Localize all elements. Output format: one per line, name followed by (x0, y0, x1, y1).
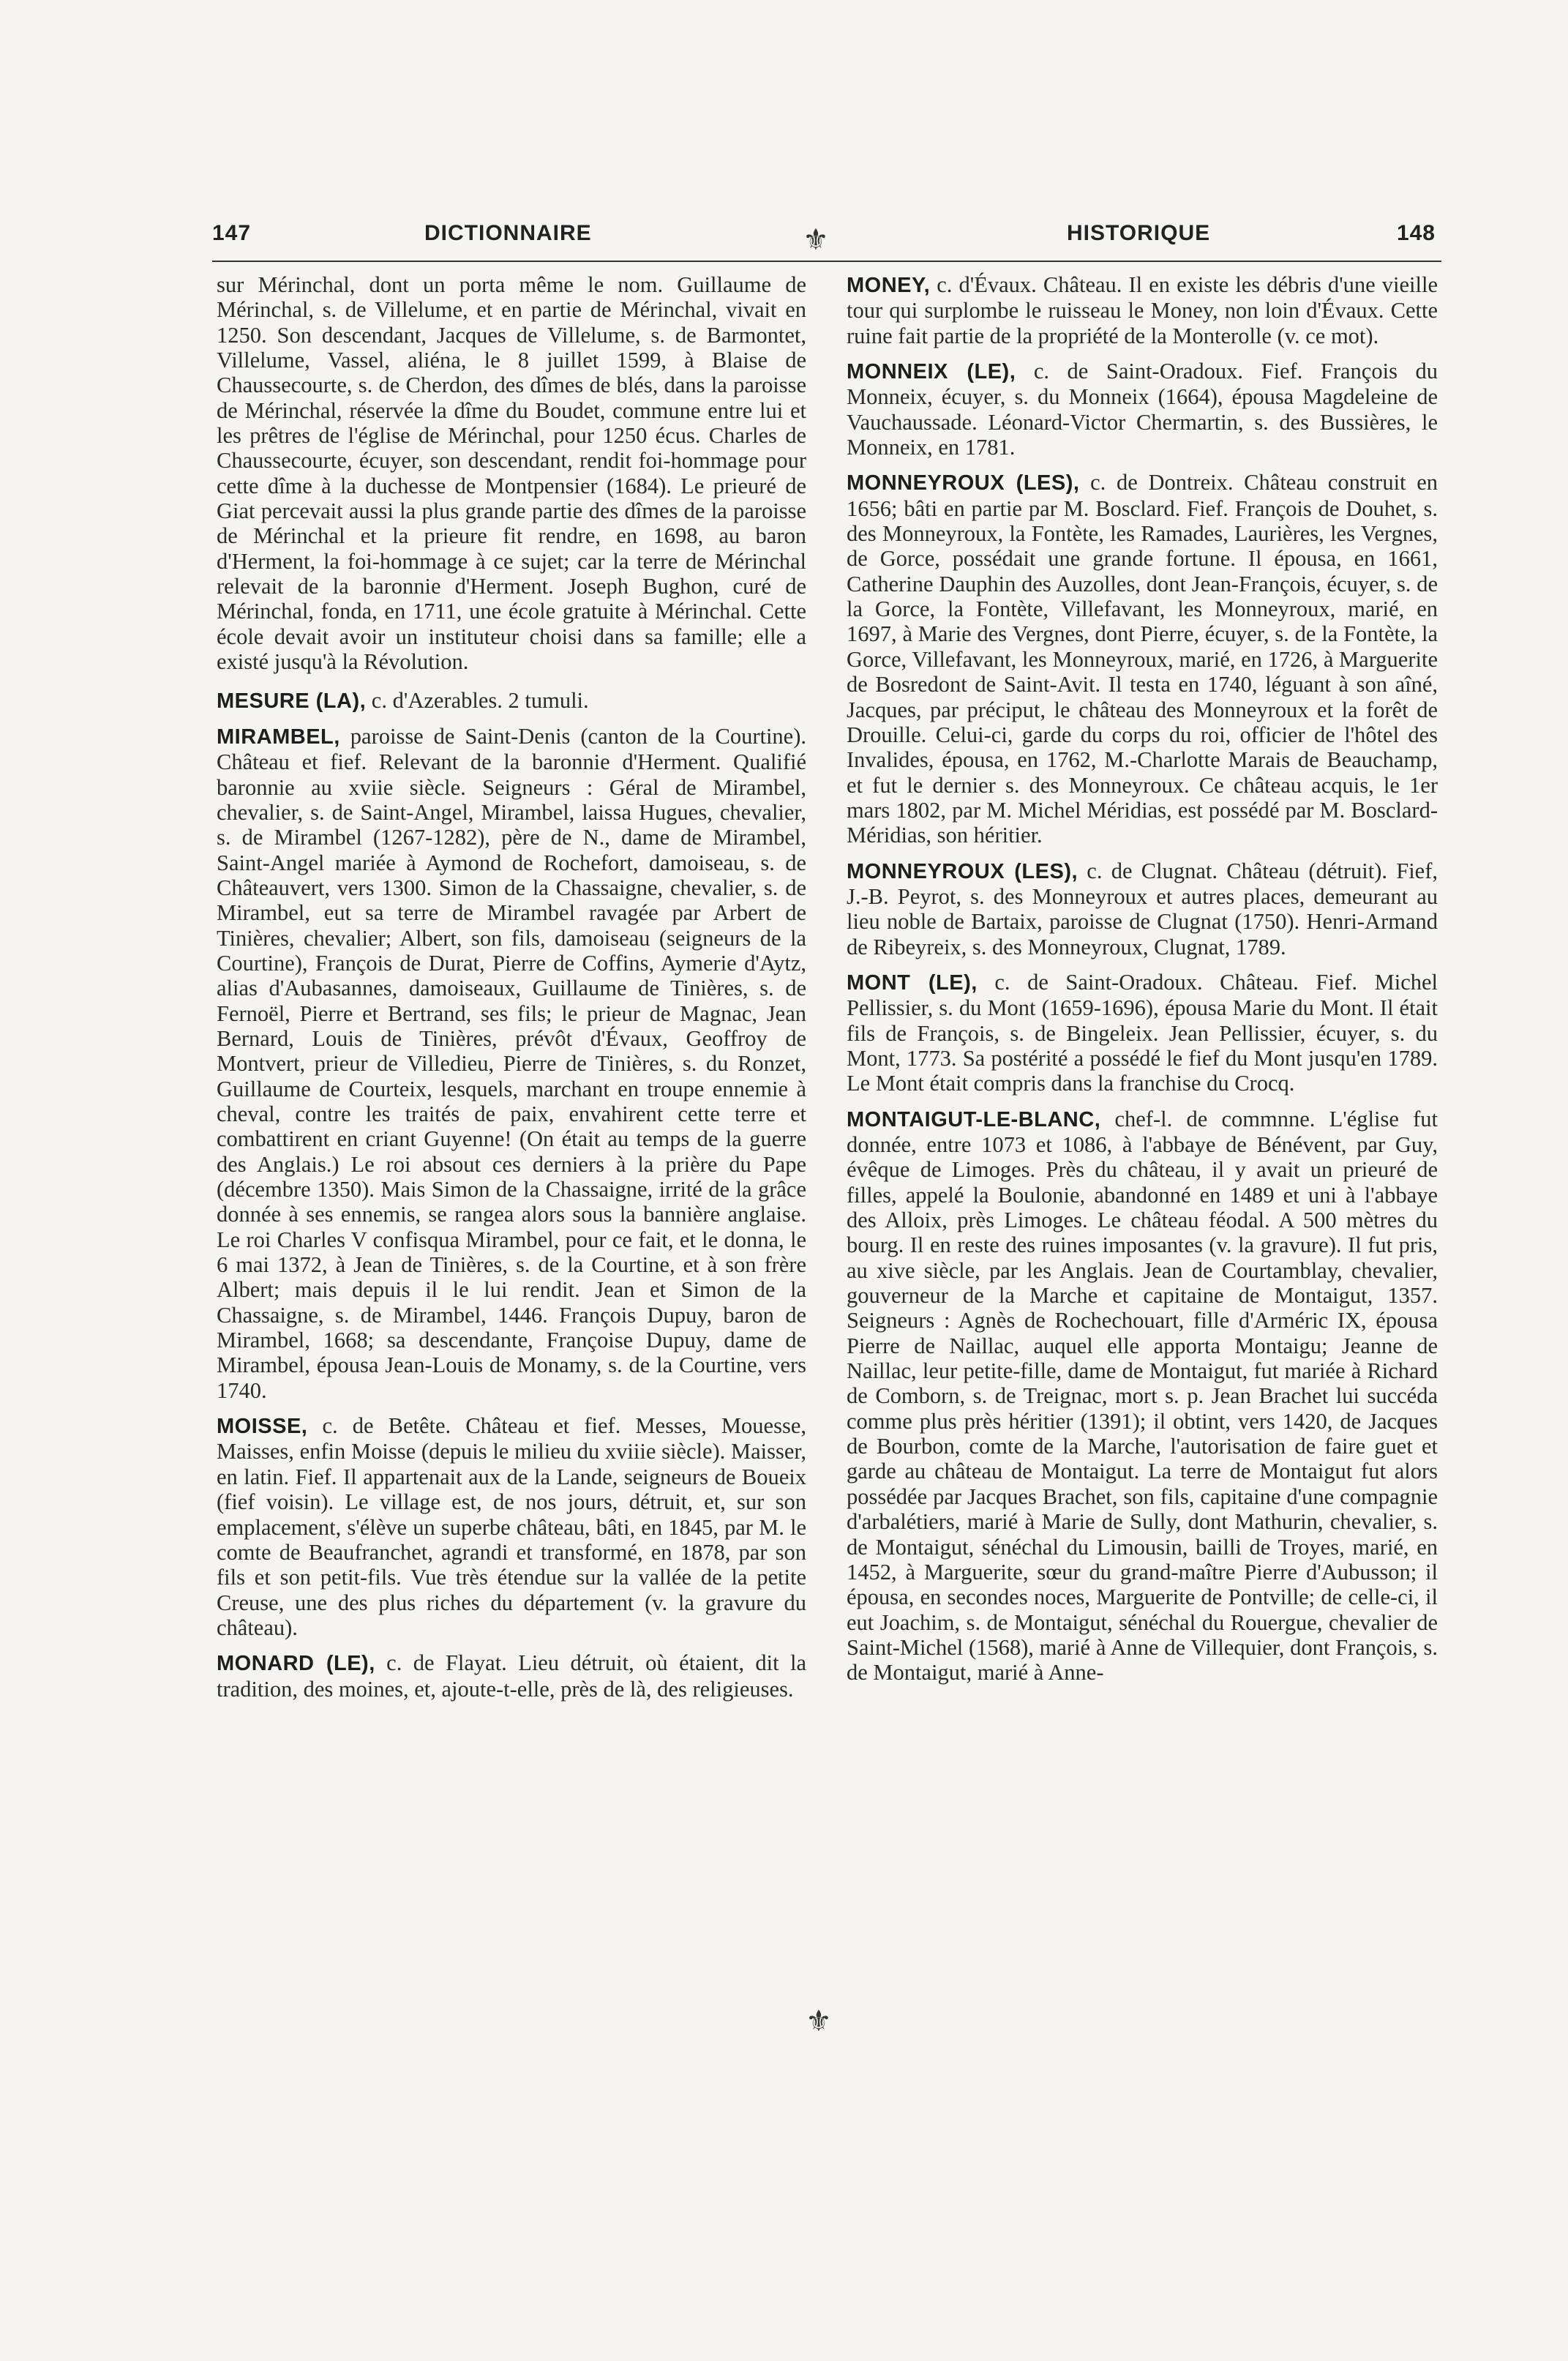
entry-body: c. de Saint-Oradoux. Fief. François du Monneix, écuyer, s. du Monneix (1664), épousa Magdeleine de Vauchaussade. Léonard-Victor Chermartin, s. des Bussières, le Monneix, en 1781. (847, 359, 1438, 460)
dictionary-entry-money (847, 272, 1438, 348)
dictionary-entry-mont (847, 970, 1438, 1096)
dictionary-entry-mirambel (217, 724, 806, 1403)
entry-headword: MONTAIGUT-LE-BLANC, (847, 1107, 1101, 1131)
entry-headword: MESURE (LA), (217, 689, 367, 713)
entry-headword: MONNEYROUX (LES), (847, 471, 1080, 495)
entry-body: c. de Clugnat. Château (détruit). Fief, J.-B. Peyrot, s. des Monneyroux et autres places, demeurant au lieu noble de Bartaix, paroisse de Clugnat (1750). Henri-Armand de Ribeyreix, s. des Monneyroux, Clugnat, 1789. (847, 858, 1438, 959)
entry-body: chef-l. de commnne. L'église fut donnée, entre 1073 et 1086, à l'abbaye de Bénévent, par Guy, évêque de Limoges. Près du château, il y avait un prieuré de filles, appelé la Boulonie, abandonné en 1489 et uni à l'abbaye des Alloix, près Limoges. Le château féodal. A 500 mètres du bourg. Il en reste des ruines imposantes (v. la gravure). Il fut pris, au xive siècle, par les Anglais. Jean de Courtamblay, chevalier, gouverneur de la Marche et capitaine de Montaigut, 1357. Seigneurs : Agnès de Rochechouart, fille d'Arméric IX, épousa Pierre de Naillac, auquel elle apporta Montaigu; Jeanne de Naillac, leur petite-fille, dame de Montaigut, fut mariée à Richard de Comborn, s. de Treignac, mort s. p. Jean Brachet lui succéda comme plus près héritier (1391); il obtint, vers 1420, de Jacques de Bourbon, comte de la Marche, l'autorisation de faire guet et garde au château de Montaigut. La terre de Montaigut fut alors possédée par Jacques Brachet, son fils, capitaine d'une compagnie d'arbalétiers, marié à Marie de Sully, dont Mathurin, chevalier, s. de Montaigut, sénéchal du Limousin, bailli de Troyes, marié, en 1452, à Marguerite, sœur du grand-maître Pierre d'Aubusson; il épousa, en secondes noces, Marguerite de Pontville; de celle-ci, il eut Joachim, s. de Montaigut, sénéchal du Rouergue, chevalier de Saint-Michel (1568), marié à Anne de Villequier, dont François, s. de Montaigut, marié à Anne- (847, 1106, 1438, 1685)
dictionary-entry-monneyroux-dontreix (847, 470, 1438, 848)
entry-body: c. de Flayat. Lieu détruit, où étaient, dit la tradition, des moines, et, ajoute-t-elle, près de là, des religieuses. (217, 1650, 806, 1702)
entry-headword: MIRAMBEL, (217, 725, 340, 749)
entry-headword: MONNEYROUX (LES), (847, 859, 1079, 883)
continuation-text: sur Mérinchal, dont un porta même le nom. Guillaume de Mérinchal, s. de Villelume, et en partie de Mérinchal, vivait en 1250. Son descendant, Jacques de Villelume, s. de Barmontet, Villelume, Vassel, aliéna, le 8 juillet 1599, à Blaise de Chaussecourte, s. de Cherdon, des dîmes de blés, dans la paroisse de Mérinchal, réservée la dîme du Boudet, commune entre lui et les prêtres de l'église de Mérinchal, pour 1250 écus. Charles de Chaussecourte, écuyer, son descendant, rendit foi-hommage pour cette dîme à la duchesse de Montpensier (1684). Le prieuré de Giat percevait aussi la plus grande partie des dîmes de la paroisse de Mérinchal et la prieure fit rendre, en 1698, au baron d'Herment, la foi-hommage à ce sujet; car la terre de Mérinchal relevait de la baronnie d'Herment. Joseph Bughon, curé de Mérinchal, fonda, en 1711, une école gratuite à Mérinchal. Cette école devait avoir un instituteur choisi dans sa famille; elle a existé jusqu'à la Révolution. (217, 272, 806, 675)
dictionary-entry-monneix (847, 359, 1438, 460)
right-column (847, 272, 1438, 1696)
right-page-number: 148 (1396, 221, 1436, 245)
entry-headword: MONARD (LE), (217, 1652, 375, 1676)
entry-body: c. de Saint-Oradoux. Château. Fief. Michel Pellissier, s. du Mont (1659-1696), épousa Marie du Mont. Il était fils de François, s. de Bingeleix. Jean Pellissier, écuyer, s. du Mont, 1773. Sa postérité a possédé le fief du Mont jusqu'en 1789. Le Mont était compris dans la franchise du Crocq. (847, 969, 1438, 1096)
dictionary-entry-moisse (217, 1413, 806, 1640)
left-column (217, 272, 806, 1712)
dictionary-entry-montaigut-le-blanc (847, 1107, 1438, 1685)
fleur-de-lis-icon: ⚜ (806, 2005, 832, 2038)
dictionary-entry-monard (217, 1650, 806, 1702)
entry-headword: MOISSE, (217, 1415, 308, 1439)
entry-body: c. d'Azerables. 2 tumuli. (366, 687, 589, 713)
left-page-number: 147 (212, 221, 252, 245)
entry-headword: MONEY, (847, 274, 931, 297)
left-running-title: DICTIONNAIRE (424, 221, 592, 245)
fleur-de-lis-icon: ⚜ (803, 223, 829, 256)
entry-headword: MONNEIX (LE), (847, 360, 1016, 384)
entry-body: c. de Dontreix. Château construit en 1656; bâti en partie par M. Bosclard. Fief. François de Douhet, s. des Monneyroux, la Fontète, les Ramades, Laurières, les Vergnes, de Gorce, possédait une grande fortune. Il épousa, en 1661, Catherine Dauphin des Auzolles, dont Jean-François, écuyer, s. de la Gorce, la Fontète, Villefavant, les Monneyroux, marié, en 1697, à Marie des Vergnes, dont Pierre, écuyer, s. de la Fontète, la Gorce, Villefavant, les Monneyroux, marié, en 1726, à Marguerite de Bosredont de Saint-Avit. Il testa en 1740, léguant à son aîné, Jacques, par préciput, le château des Monneyroux et la forêt de Drouille. Celui-ci, garde du corps du roi, officier de l'hôtel des Invalides, épousa, en 1762, M.-Charlotte Marais de Beauchamp, et fut le dernier s. des Monneyroux. Ce château acquis, le 1er mars 1802, par M. Michel Méridias, est possédé par M. Bosclard-Méridias, son héritier. (847, 470, 1438, 848)
dictionary-entry-monneyroux-clugnat (847, 858, 1438, 959)
entry-headword: MONT (LE), (847, 970, 978, 995)
right-running-title: HISTORIQUE (1067, 221, 1211, 245)
entry-body: paroisse de Saint-Denis (canton de la Courtine). Château et fief. Relevant de la baronnie d'Herment. Qualifié baronnie au xviie siècle. Seigneurs : Géral de Mirambel, chevalier, s. de Saint-Angel, Mirambel, laissa Hugues, chevalier, s. de Mirambel (1267-1282), père de N., dame de Mirambel, Saint-Angel mariée à Aymond de Rochefort, damoiseau, s. de Châteauvert, vers 1300. Simon de la Chassaigne, chevalier, s. de Mirambel, eut sa terre de Mirambel ravagée par Arbert de Tinières, chevalier; Albert, son fils, damoiseau (seigneurs de la Courtine), François de Durat, Pierre de Coffins, Aymerie d'Aytz, alias d'Aubasannes, damoiseaux, Guillaume de Tinières, s. de Fernoël, Pierre et Bertrand, ses fils; le prieur de Magnac, Jean Bernard, Louis de Tinières, prévôt d'Évaux, Geoffroy de Montvert, prieur de Villedieu, Pierre de Tinières, s. du Ronzet, Guillaume de Courteix, lesquels, marchant en troupe ennemie à cheval, contre les traités de paix, envahirent cette terre et combattirent en criant Guyenne! (On était au temps de la guerre des Anglais.) Le roi absout ces derniers à la prière du Pape (décembre 1350). Mais Simon de la Chassaigne, irrité de la grâce donnée à ses ennemis, se rangea alors sous la bannière anglaise. Le roi Charles V confisqua Mirambel, pour ce fait, et le donna, le 6 mai 1372, à Jean de Tinières, s. de la Courtine, et à son frère Albert; mais depuis il le lui rendit. Jean et Simon de la Chassaigne, s. de Mirambel, 1446. François Dupuy, baron de Mirambel, 1668; sa descendante, Françoise Dupuy, dame de Mirambel, épousa Jean-Louis de Monamy, s. de la Courtine, vers 1740. (217, 723, 806, 1403)
entry-body: c. de Betête. Château et fief. Messes, Mouesse, Maisses, enfin Moisse (depuis le milieu du xviiie siècle). Maisser, en latin. Fief. Il appartenait aux de la Lande, seigneurs de Boueix (fief voisin). Le village est, de nos jours, détruit, et, sur son emplacement, s'élève un superbe château, bâti, en 1845, par M. le comte de Beaufranchet, agrandi et transformé, en 1878, par son fils et son petit-fils. Vue très étendue sur la vallée de la petite Creuse, une des plus riches du département (v. la gravure du château). (217, 1413, 806, 1640)
entry-body: c. d'Évaux. Château. Il en existe les débris d'une vieille tour qui surplombe le ruisseau le Money, non loin d'Évaux. Cette ruine fait partie de la propriété de la Monterolle (v. ce mot). (847, 272, 1438, 348)
dictionary-entry-mesure (217, 688, 806, 714)
